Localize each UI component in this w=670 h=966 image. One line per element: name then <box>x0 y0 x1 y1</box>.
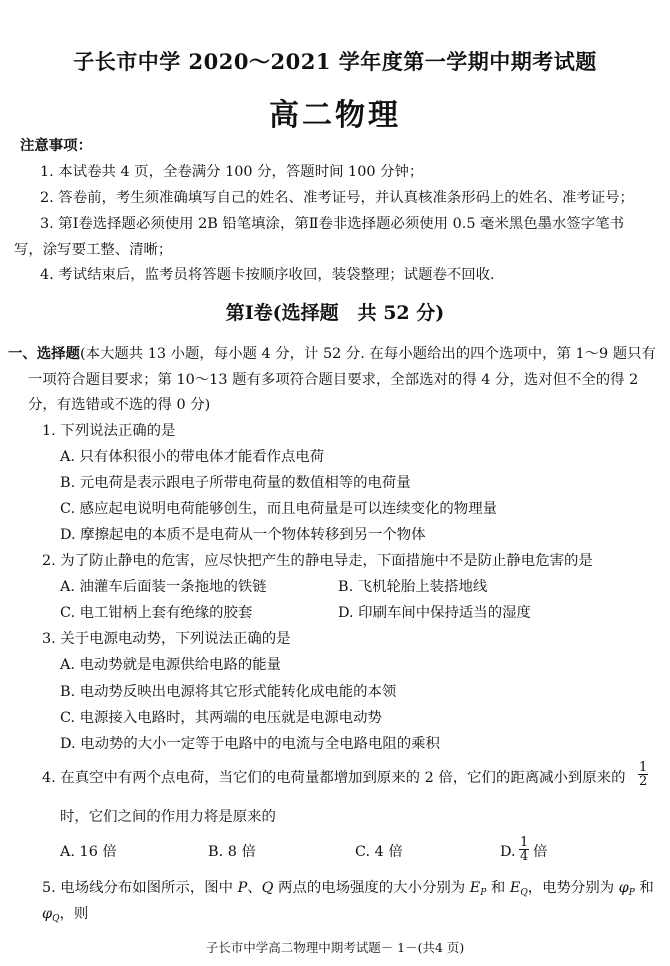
question-2-option-d: D. 印刷车间中保持适当的湿度 <box>338 605 531 621</box>
section-title: 第Ⅰ卷(选择题 共 52 分) <box>225 302 445 324</box>
q5-point-p: P <box>237 880 248 896</box>
fraction-denominator: 2 <box>639 774 648 789</box>
question-3-option-b: B. 电动势反映出电源将其它形式能转化成电能的本领 <box>60 684 397 700</box>
q5-sub-q: Q <box>520 888 528 898</box>
question-4-option-c: C. 4 倍 <box>355 844 403 860</box>
q5-e-symbol: E <box>509 880 521 896</box>
fraction-numerator: 1 <box>520 835 529 850</box>
q5-e-symbol: E <box>469 880 481 896</box>
question-2-stem: 2. 为了防止静电的危害，应尽快把产生的静电导走，下面措施中不是防止静电危害的是 <box>42 553 593 569</box>
q5-and: 和 <box>634 880 654 896</box>
exam-title: 子长市中学 2020～2021 学年度第一学期中期考试题 <box>73 49 597 74</box>
q5-point-q: Q <box>261 880 274 896</box>
note-item: 3. 第Ⅰ卷选择题必须使用 2B 铅笔填涂，第Ⅱ卷非选择题必须使用 0.5 毫米黑色墨水签字笔书 <box>40 216 624 232</box>
question-4-option-b: B. 8 倍 <box>208 844 256 860</box>
question-3-stem: 3. 关于电源电动势，下列说法正确的是 <box>42 631 291 647</box>
notes-heading: 注意事项： <box>20 137 92 154</box>
section-intro-line: 一项符合题目要求；第 10～13 题有多项符合题目要求，全部选对的得 4 分，选对但不全的得 2 <box>28 372 639 388</box>
question-2-option-c: C. 电工钳柄上套有绝缘的胶套 <box>60 605 253 621</box>
question-1-option-c: C. 感应起电说明电荷能够创生，而且电荷量是可以连续变化的物理量 <box>60 501 497 517</box>
subject-title: 高二物理 <box>269 98 401 133</box>
q5-sub-p: P <box>628 888 635 898</box>
question-1-option-b: B. 元电荷是表示跟电子所带电荷量的数值相等的电荷量 <box>60 475 411 491</box>
question-1-option-d: D. 摩擦起电的本质不是电荷从一个物体转移到另一个物体 <box>60 527 426 543</box>
question-1-stem: 1. 下列说法正确的是 <box>42 423 176 439</box>
q5-text: 两点的电场强度的大小分别为 <box>273 880 470 896</box>
question-4-fraction <box>638 761 648 788</box>
q5-and: 和 <box>486 880 510 896</box>
q5-text: 5. 电场线分布如图所示，图中 <box>42 880 238 896</box>
option-d-prefix: D. <box>500 844 516 860</box>
question-3-option-d: D. 电动势的大小一定等于电路中的电流与全电路电阻的乘积 <box>60 736 440 752</box>
question-3-option-c: C. 电源接入电路时，其两端的电压就是电源电动势 <box>60 710 382 726</box>
question-4-option-d-fraction <box>519 836 529 863</box>
section-intro-line: 分，有选错或不选的得 0 分) <box>28 397 211 413</box>
question-1-option-a: A. 只有体积很小的带电体才能看作点电荷 <box>60 449 325 465</box>
question-2-option-b: B. 飞机轮胎上装搭地线 <box>338 579 488 595</box>
note-item: 写，涂写要工整、清晰； <box>14 242 173 258</box>
section-intro-text: (本大题共 13 小题，每小题 4 分，计 52 分. 在每小题给出的四个选项中，第 1～9 题只有 <box>79 346 656 362</box>
section-intro-label: 一、选择题 <box>8 345 80 362</box>
question-5-stem-continued <box>42 905 88 928</box>
section-intro <box>8 345 656 363</box>
question-2-option-a: A. 油灌车后面装一条拖地的铁链 <box>60 579 267 595</box>
question-4-option-a: A. 16 倍 <box>60 844 117 860</box>
q5-sub-q: Q <box>52 914 60 924</box>
q5-phi-symbol: φ <box>42 906 53 922</box>
q5-sep: 、 <box>247 880 262 896</box>
question-4-option-d <box>500 843 516 861</box>
question-5-stem <box>42 879 654 902</box>
q5-phi-symbol: φ <box>618 880 629 896</box>
q5-sub-p: P <box>480 888 487 898</box>
question-4-stem: 4. 在真空中有两个点电荷，当它们的电荷量都增加到原来的 2 倍，它们的距离减小到原来的 <box>42 770 626 786</box>
note-item: 4. 考试结束后，监考员将答题卡按顺序收回，装袋整理；试题卷不回收. <box>40 267 495 283</box>
note-item: 2. 答卷前，考生须准确填写自己的姓名、准考证号，并认真核准条形码上的姓名、准考证号； <box>40 190 634 206</box>
question-4-stem-continued: 时，它们之间的作用力将是原来的 <box>60 809 276 825</box>
note-item: 1. 本试卷共 4 页，全卷满分 100 分，答题时间 100 分钟； <box>40 164 424 180</box>
fraction-denominator: 4 <box>520 849 529 864</box>
fraction-numerator: 1 <box>639 760 648 775</box>
question-3-option-a: A. 电动势就是电源供给电路的能量 <box>60 657 282 673</box>
q5-text: ，电势分别为 <box>527 880 619 896</box>
q5-text: ，则 <box>59 906 89 922</box>
page-footer: 子长市中学高二物理中期考试题－ 1－(共4 页) <box>205 940 465 955</box>
question-4-option-d-suffix: 倍 <box>533 844 548 860</box>
